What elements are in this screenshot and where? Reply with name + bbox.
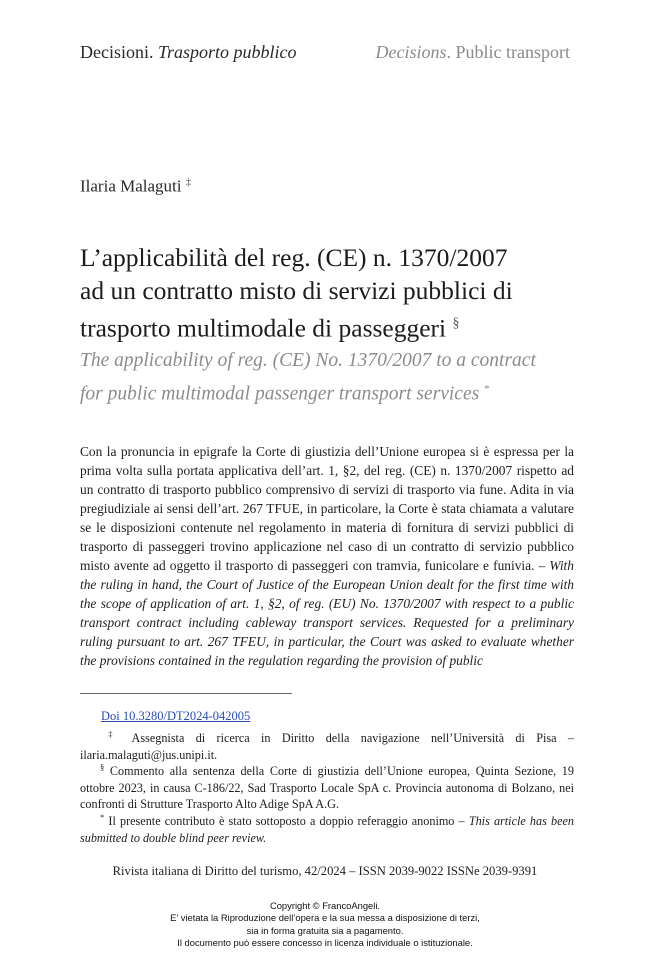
footnote-mark: § (100, 762, 105, 772)
footnote-text: Commento alla sentenza della Corte di giustizia dell’Unione europea, Quinta Sezione, 19 ottobre 2023, in causa C-186/22, Sad Trasporto Locale SpA c. Provincia autonoma di Bolzano, nei confronti di Strutture Trasporto Alto Adige SpA A.G. (80, 764, 574, 812)
abstract-english: With the ruling in hand, the Court of Justice of the European Union dealt for the first time with the scope of application of art. 1, §2, of reg. (EU) No. 1370/2007 with respect to a public transport contract including cableway transport services. Requested for a preliminary ruling pursuant to art. 267 TFEU, in particular, the Court was asked to evaluate whether the provisions contained in the regulation regarding the provision of public (80, 558, 574, 668)
author-footnote-mark[interactable]: ‡ (185, 176, 192, 188)
journal-citation: Rivista italiana di Diritto del turismo, 42/2024 – ISSN 2039-9022 ISSNe 2039-9391 (112, 864, 538, 878)
footnote-text-english: This article has been submitted to double blind peer review. (80, 814, 575, 845)
header-right-section: . Public transport (446, 42, 570, 62)
copyright-line: E’ vietata la Riproduzione dell’opera e la sua messa a disposizione di terzi, (170, 912, 480, 924)
footnote-text: Il presente contributo è stato sottoposto a doppio referaggio anonimo – (108, 814, 465, 829)
title-footnote-mark[interactable]: § (452, 316, 460, 331)
copyright-line: sia in forma gratuita sia a pagamento. (246, 924, 404, 936)
article-subtitle (80, 346, 580, 409)
doi-link[interactable]: Doi 10.3280/DT2024-042005 (101, 709, 251, 723)
title-line: trasporto multimodale di passeggeri (80, 313, 447, 343)
copyright-notice (0, 900, 650, 949)
footnote-review (80, 809, 574, 846)
footnote-text: Assegnista di ricerca in Diritto della navigazione nell’Università di Pisa – ilaria.malaguti@jus.unipi.it. (80, 731, 575, 762)
footnote-author (80, 726, 574, 763)
subtitle-line: The applicability of reg. (CE) No. 1370/2007 to a contract (80, 350, 536, 371)
author-line (80, 176, 191, 197)
header-left-title: Decisioni. (80, 42, 154, 62)
title-line: ad un contratto misto di servizi pubblici di (80, 276, 513, 305)
running-header-left (80, 42, 297, 63)
title-line-last (80, 307, 580, 345)
subtitle-line-last (80, 375, 580, 409)
footnote-separator (80, 693, 292, 694)
author-name: Ilaria Malaguti (80, 176, 182, 196)
article-title (80, 241, 580, 345)
footnote-mark: * (100, 812, 105, 822)
subtitle-footnote-mark[interactable]: * (484, 383, 490, 395)
running-header-right (376, 42, 571, 63)
footnote-mark: ‡ (100, 729, 121, 739)
subtitle-line: for public multimodal passenger transport services (80, 383, 480, 405)
header-left-section: Trasporto pubblico (158, 42, 297, 62)
title-line: L’applicabilità del reg. (CE) n. 1370/2007 (80, 243, 508, 272)
header-right-title: Decisions (375, 42, 447, 62)
footnote-commentary (80, 759, 574, 813)
abstract-italian: Con la pronuncia in epigrafe la Corte di giustizia dell’Unione europea si è espressa per la prima volta sulla portata applicativa dell’art. 1, §2, del reg. (CE) n. 1370/2007 rispetto ad un contratto di trasporto pubblico comprensivo di servizi di trasporto via fune. Adita in via pregiudiziale ai sensi dell’art. 267 TFUE, in particolare, la Corte è stata chiamata a valutare se le disposizioni contenute nel regolamento in materia di fornitura di servizi pubblici di trasporto di passeggeri trovino applicazione nel caso di un contratto di servizio pubblico misto avente ad oggetto il trasporto di passeggeri con tramvia, funicolare e funivia. – (80, 444, 574, 573)
copyright-line: Il documento può essere concesso in licenza individuale o istituzionale. (177, 936, 473, 948)
abstract (80, 442, 574, 670)
copyright-line: Copyright © FrancoAngeli. (269, 900, 381, 911)
